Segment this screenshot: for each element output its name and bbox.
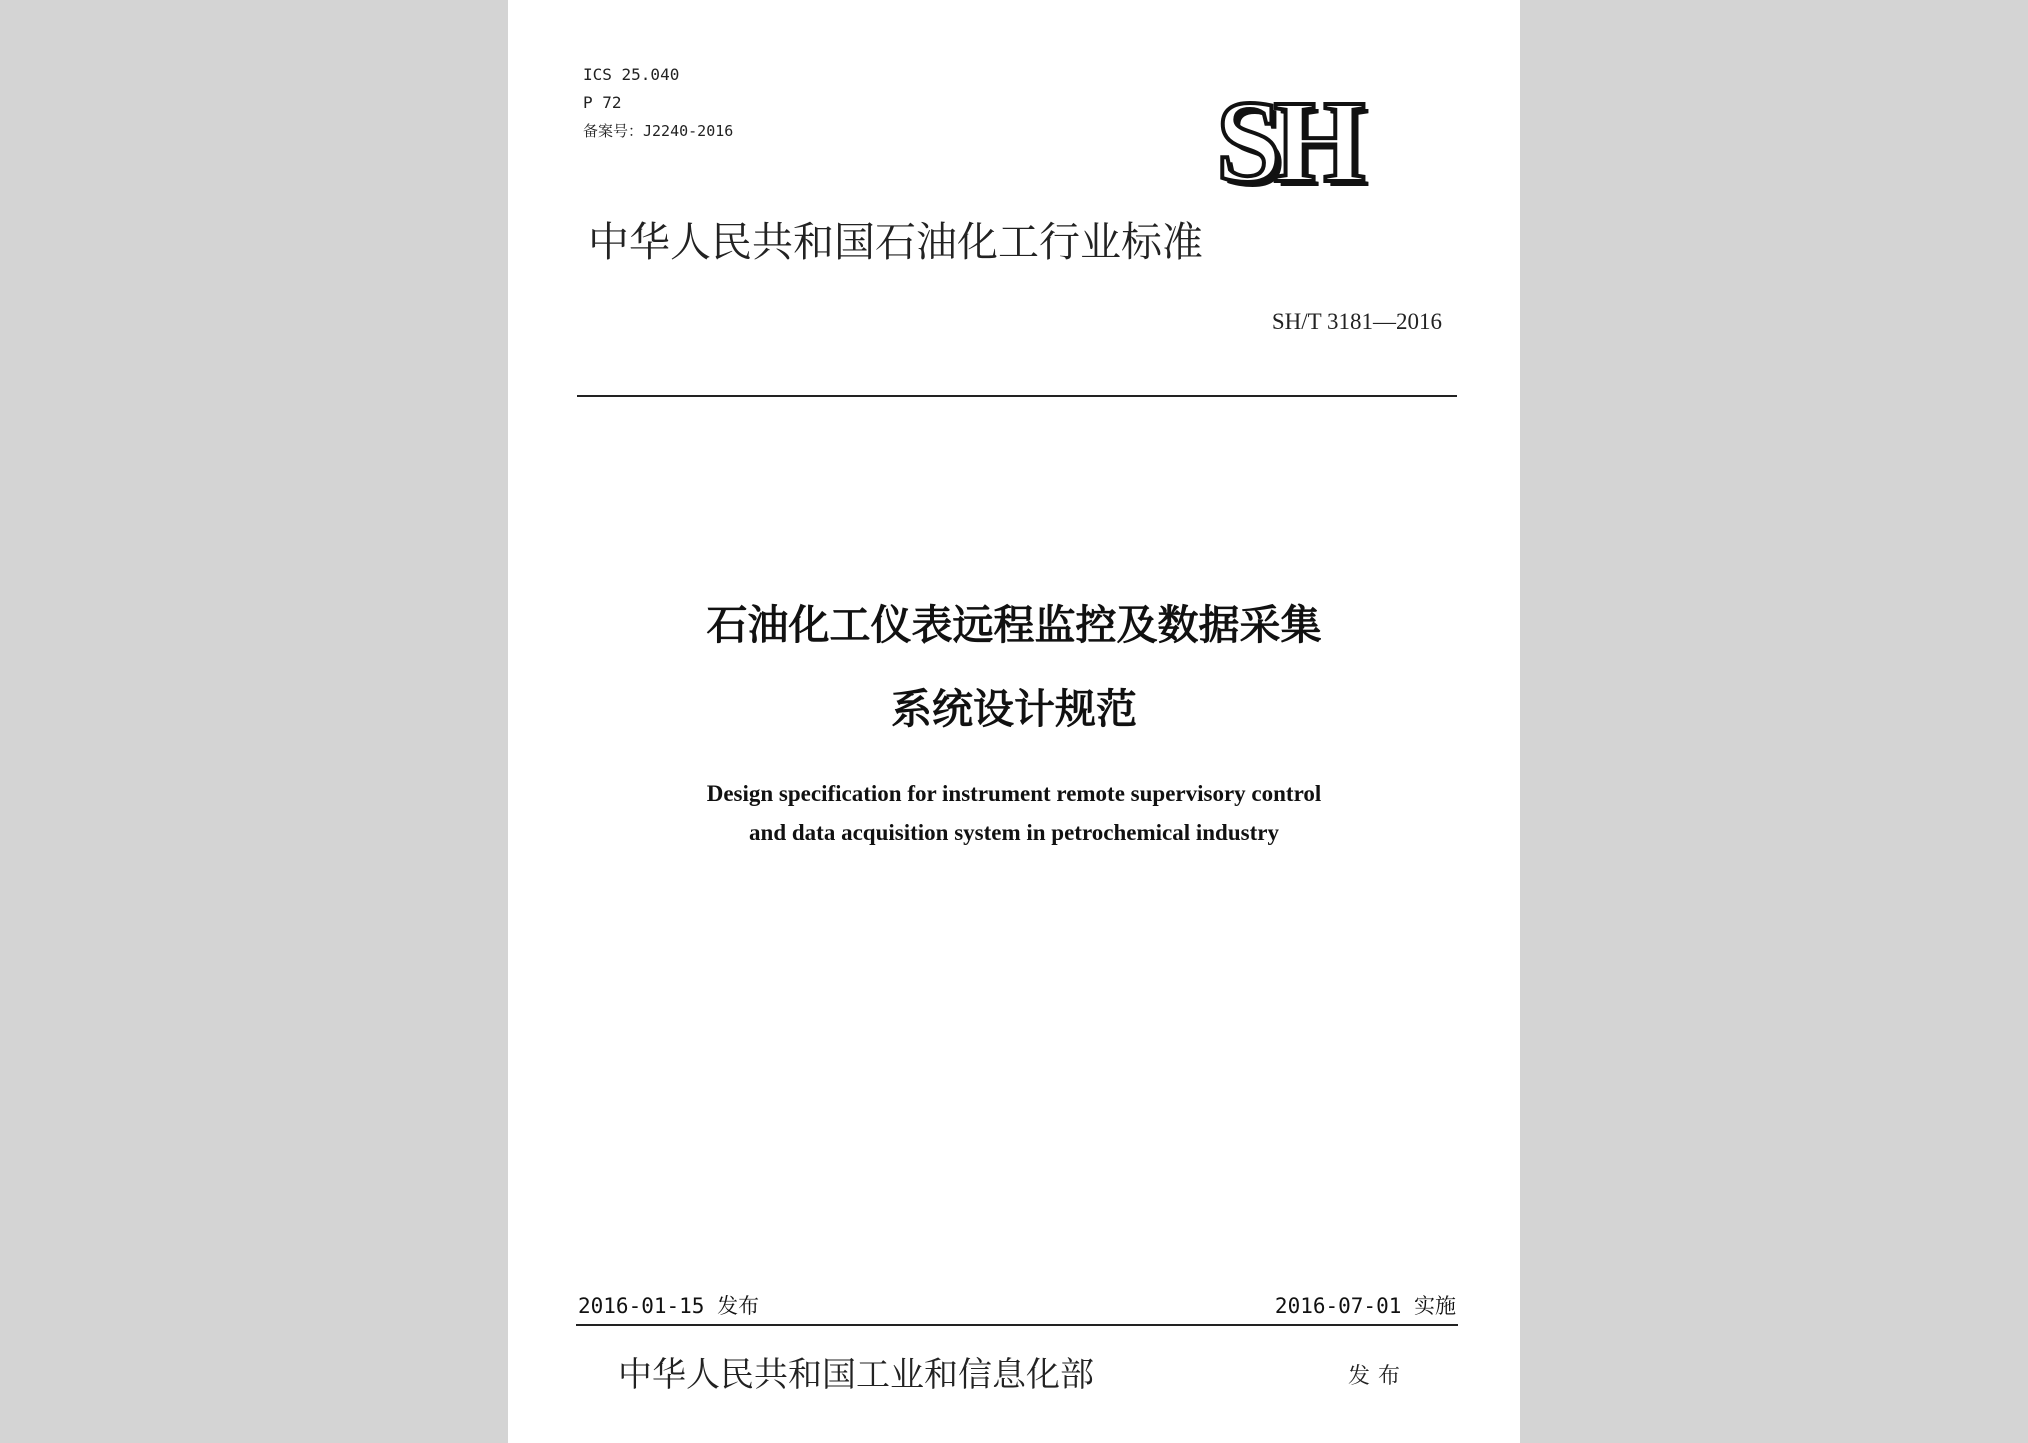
standard-number: SH/T 3181—2016 (1271, 309, 1442, 334)
chinese-title-line-1: 石油化工仪表远程监控及数据采集 (706, 601, 1322, 649)
footer-divider (576, 1324, 1458, 1326)
sh-logo: SH (1216, 76, 1358, 207)
filing-number: 备案号：J2240-2016 (583, 122, 734, 140)
ccs-code: P 72 (583, 93, 622, 112)
implementation-date: 2016-07-01 实施 (1274, 1294, 1456, 1318)
english-title-line-1: Design specification for instrument remote supervisory control (706, 781, 1322, 806)
header-divider (577, 395, 1457, 397)
publisher-name: 中华人民共和国工业和信息化部 (618, 1355, 1094, 1395)
english-title-line-2: and data acquisition system in petrochemical industry (749, 820, 1279, 845)
document-cover-page (508, 0, 1520, 1443)
issue-date: 2016-01-15 发布 (578, 1294, 760, 1318)
chinese-title-line-2: 系统设计规范 (891, 685, 1137, 733)
ics-code: ICS 25.040 (583, 65, 680, 84)
standard-category-title: 中华人民共和国石油化工行业标准 (588, 218, 1203, 266)
publisher-action: 发布 (1348, 1364, 1409, 1389)
